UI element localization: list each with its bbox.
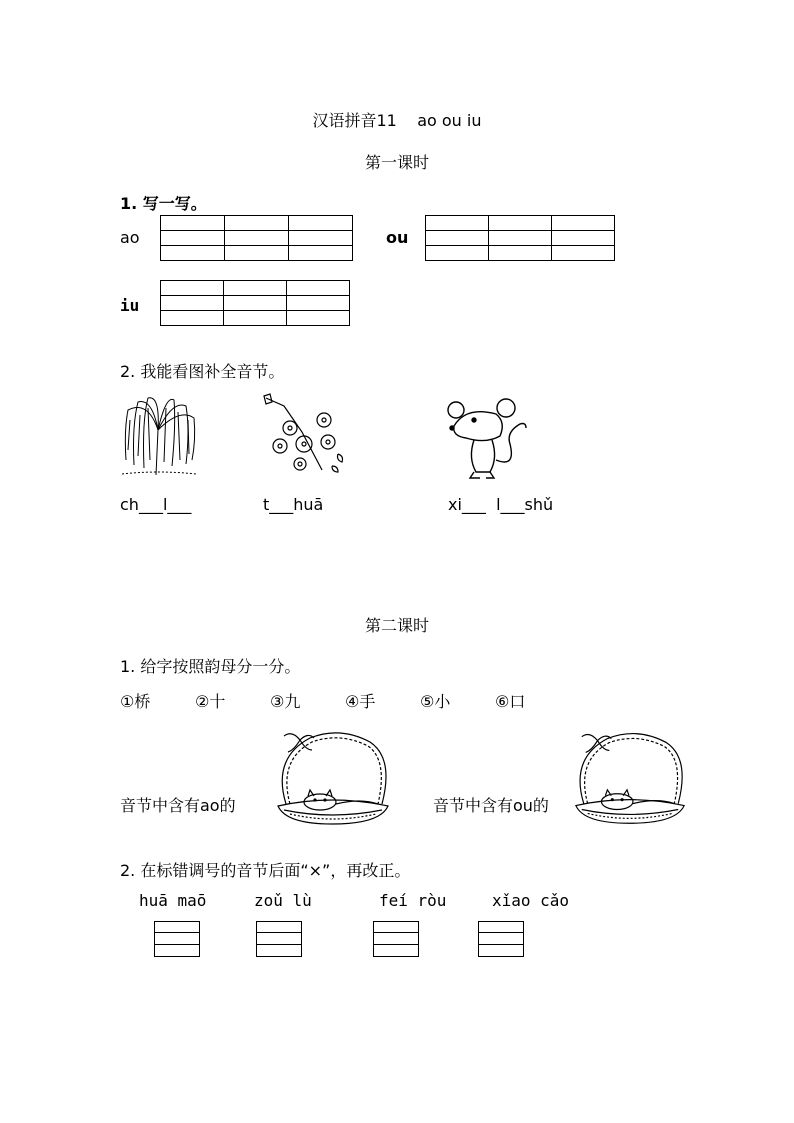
char-item: ②十 [195, 692, 226, 711]
char-item: ③九 [270, 692, 301, 711]
basket-ao-picture[interactable] [270, 728, 396, 828]
basket-ou-picture[interactable] [568, 728, 692, 828]
syllable-item: xǐao cǎo [492, 891, 570, 910]
l2-q2-prompt: 2. 在标错调号的音节后面“×”，再改正。 [120, 861, 411, 880]
label-ao: ao [120, 228, 140, 247]
lesson-2-heading: 第二课时 [364, 616, 429, 635]
char-item: ⑤小 [420, 692, 451, 711]
blank-blossom[interactable]: t___huā [263, 495, 324, 514]
char-item: ①桥 [120, 692, 151, 711]
basket-label-ao: 音节中含有ao的 [120, 796, 236, 815]
char-item: ⑥口 [495, 692, 526, 711]
blank-willow[interactable]: ch___l___ [120, 495, 192, 514]
peach-blossom-picture [262, 392, 352, 480]
writing-grid-ou[interactable] [425, 215, 615, 261]
q2-prompt: 2. 我能看图补全音节。 [120, 362, 285, 381]
answer-box[interactable] [154, 921, 200, 957]
answer-box[interactable] [256, 921, 302, 957]
syllable-item: zoǔ lù [254, 891, 312, 910]
answer-box[interactable] [373, 921, 419, 957]
writing-grid-ao[interactable] [160, 215, 353, 261]
lesson-1-heading: 第一课时 [364, 153, 429, 172]
basket-label-ou: 音节中含有ou的 [433, 796, 549, 815]
blank-mouse[interactable]: xi___ l___shǔ [448, 495, 554, 514]
q1-prompt: 1. 写一写。 [120, 194, 207, 213]
page-title: 汉语拼音11 ao ou iu [312, 111, 482, 130]
mouse-picture [446, 398, 536, 483]
label-ou: ou [386, 228, 409, 247]
syllable-item: feí ròu [379, 891, 447, 910]
syllable-item: huā maō [139, 891, 207, 910]
label-iu: iu [120, 296, 140, 315]
char-item: ④手 [345, 692, 376, 711]
willow-tree-picture [118, 390, 198, 480]
writing-grid-iu[interactable] [160, 280, 350, 326]
l2-q1-prompt: 1. 给字按照韵母分一分。 [120, 657, 301, 676]
answer-box[interactable] [478, 921, 524, 957]
